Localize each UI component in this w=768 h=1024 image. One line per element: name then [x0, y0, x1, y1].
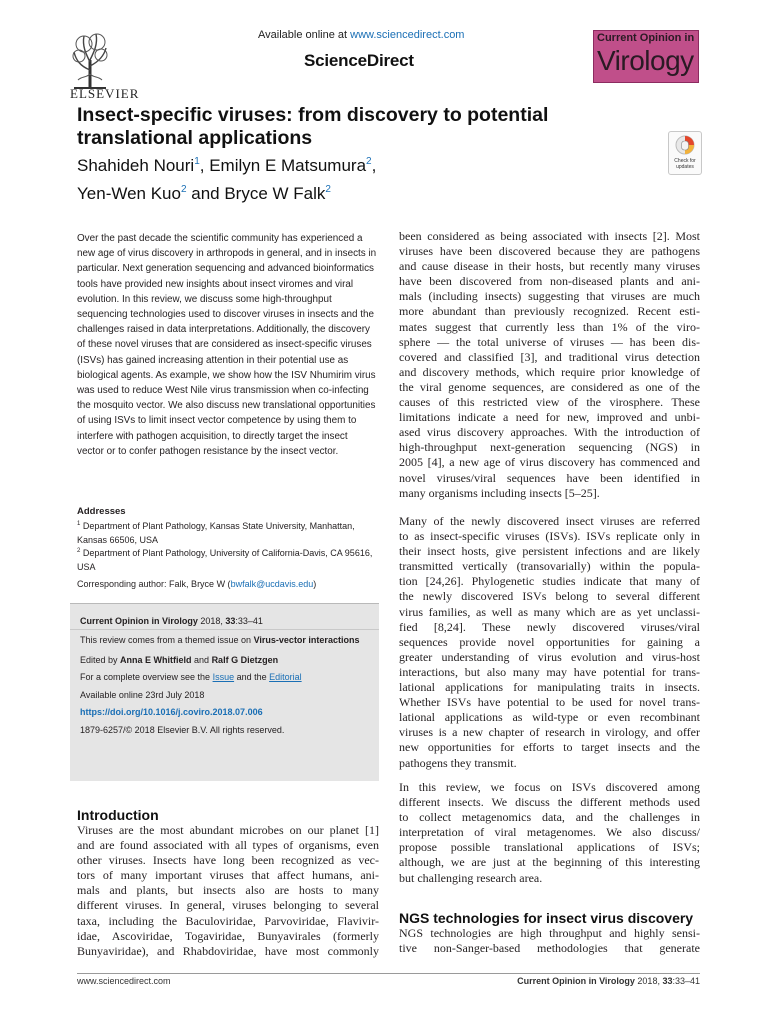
text-line: have been discovered from non-diseased plants and ani- — [399, 274, 700, 289]
info-divider — [70, 629, 379, 630]
text-line: Bunyaviridae), and Rhabdoviridae, have most commonly — [77, 943, 379, 958]
elsevier-tree-logo — [70, 30, 110, 90]
text-line: viruses have been discovered because they are pathogens — [399, 244, 700, 259]
text-line: although, we are just at the beginning of this interesting — [399, 855, 700, 870]
introduction-text — [77, 823, 379, 959]
text-line: but challenging research area. — [399, 870, 543, 885]
info-theme — [80, 635, 375, 645]
text-line: Whether ISVs have potential to be used for novel trans- — [399, 695, 700, 710]
corresponding-close: ) — [313, 579, 317, 589]
sciencedirect-brand: ScienceDirect — [304, 51, 414, 70]
text-line: lational applications for manipulating traits in insects. — [399, 680, 700, 695]
author-list — [77, 150, 637, 206]
address-2 — [77, 545, 377, 574]
section-heading-introduction: Introduction — [77, 807, 159, 823]
article-title: Insect-specific viruses: from discovery to potential translational applications — [77, 104, 549, 149]
editorial-link[interactable]: Editorial — [269, 672, 302, 682]
body-paragraph-4 — [399, 926, 700, 956]
info-volume: 33 — [225, 616, 236, 626]
text-line: to as insect-specific viruses (ISVs). ISVs replicate only in — [399, 529, 700, 544]
sciencedirect-link[interactable]: www.sciencedirect.com — [350, 29, 465, 41]
footer-volume: 33 — [662, 976, 673, 986]
text-line: tion [24,26]. Phylogenetic studies indicate that many of — [399, 574, 700, 589]
text-line: tive non-Sanger-based methodologies that generate — [399, 941, 700, 956]
corresponding-author — [77, 578, 377, 591]
corresponding-label: Corresponding author: Falk, Bryce W ( — [77, 579, 231, 589]
text-line: and discovery methods, which require prior knowledge of — [399, 364, 700, 379]
text-line: different insects. We discuss the different methods used — [399, 795, 700, 810]
text-line: to collect metagenomics data, and the challenges in — [399, 810, 700, 825]
footer-year: 2018, — [634, 976, 663, 986]
text-line: more abundant than previously recognized. Recent esti- — [399, 304, 700, 319]
text-line: viruses is a new chapter of research in virology, and offer — [399, 725, 700, 740]
check-for-updates-button[interactable] — [668, 131, 702, 175]
text-line: Viruses are the most abundant microbes on our planet [1] — [77, 823, 379, 837]
text-line: sphere — the total universe of viruses — has been dis- — [399, 334, 700, 349]
affiliation-ref[interactable]: 2 — [180, 184, 187, 195]
footer-divider — [77, 973, 700, 974]
journal-cover-badge — [593, 30, 699, 83]
info-editor-2: Ralf G Dietzgen — [211, 655, 279, 665]
info-overview-label: For a complete overview see the — [80, 672, 213, 682]
corresponding-email-link[interactable]: bwfalk@ucdavis.edu — [230, 579, 314, 589]
info-overview-and: and the — [234, 672, 270, 682]
info-pages: :33–41 — [235, 616, 263, 626]
address-number: 2 — [77, 548, 81, 554]
abstract-text: Over the past decade the scientific community has experienced a new age of virus discovery in arthropods in general, and in insects in particular. Next generation sequencing and advanced bioinformatics tools have provided new insights about insect viromes and viral evolution. In this review, we discuss some high-throughput sequencing technologies used to discover viruses in insects and the challenges raised in data interpretations. Additionally, the discovery of these novel viruses that are considered as insect-specific viruses (ISVs) has gained increasing attention in their potential use as biological agents. As example, we show how the ISV Nhumirim virus was used to reduce West Nile virus transmission when co-infecting the mosquito vector. We also discuss new translational opportunities of using ISVs to limit insect vector competence by using them to interfere with pathogen acquisition, to directly target the insect vector or to confer pathogen resistance by the insect vector. — [77, 233, 377, 457]
check-updates-label: Check for updates — [674, 158, 696, 170]
author-name: , Emilyn E Matsumura — [199, 156, 367, 175]
info-edited-and: and — [191, 655, 212, 665]
text-line: NGS technologies are high throughput and highly sensi- — [399, 926, 700, 940]
author-name: and Bryce W Falk — [186, 184, 326, 203]
text-line: interpretation of viral metagenomes. We also discuss/ — [399, 825, 700, 840]
text-line: the newly discovered ISVs belong to several different — [399, 589, 700, 604]
check-updates-icon — [669, 132, 701, 158]
address-text: Department of Plant Pathology, University of California-Davis, CA 95616, USA — [77, 548, 373, 572]
body-paragraph-1 — [399, 229, 700, 501]
text-line: the viral genome sequences, are considered as one of the — [399, 379, 700, 394]
addresses-heading: Addresses — [77, 506, 126, 517]
author-separator: , — [371, 156, 377, 175]
text-line: other viruses. Insects have long been recognized as vec- — [77, 853, 379, 868]
text-line: fied [8,24]. These newly discovered viruses/viral — [399, 619, 700, 634]
article-info-box — [70, 603, 379, 781]
info-theme-name: Virus-vector interactions — [253, 635, 360, 645]
text-line: and cause disease in their hosts, but recently many viruses — [399, 259, 700, 274]
text-line: tors of many important viruses that affect humans, ani- — [77, 868, 379, 883]
text-line: greater understanding of virus evolution and virus-host — [399, 649, 700, 664]
text-line: ased virus discovery approaches. With the introduction of — [399, 425, 700, 440]
text-line: been considered as being associated with insects [2]. Most — [399, 229, 700, 243]
journal-badge-title: Virology — [597, 45, 694, 76]
info-copyright: 1879-6257/© 2018 Elsevier B.V. All rights reserved. — [80, 725, 285, 735]
publisher-wordmark: ELSEVIER — [70, 86, 140, 101]
text-line: idae, Ascoviridae, Togaviridae, Bunyavirales (formerly — [77, 928, 379, 943]
section-heading-ngs: NGS technologies for insect virus discovery — [399, 910, 694, 926]
footer-journal: Current Opinion in Virology — [517, 976, 635, 986]
text-line: causes of this restricted view of the virosphere. These — [399, 395, 700, 410]
text-line: limitations indicate a need for new, improved and unbi- — [399, 410, 700, 425]
text-line: 2005 [4], a new age of virus discovery has commenced and — [399, 455, 700, 470]
text-line: Many of the newly discovered insect viruses are referred — [399, 514, 700, 528]
info-available-date: Available online 23rd July 2018 — [80, 690, 205, 700]
text-line: lational applications as wild-type or even recombinant — [399, 710, 700, 725]
text-line: and are found associated with all types of organisms, even — [77, 838, 379, 853]
author-name: Shahideh Nouri — [77, 156, 195, 175]
text-line: mals and plants, but insects also are hosts to many — [77, 883, 379, 898]
address-text: Department of Plant Pathology, Kansas State University, Manhattan, Kansas 66506, USA — [77, 521, 355, 545]
body-paragraph-2 — [399, 514, 700, 771]
text-line: pathogens they transmit. — [399, 755, 517, 770]
footer-pages: :33–41 — [672, 976, 700, 986]
info-theme-label: This review comes from a themed issue on — [80, 635, 254, 645]
info-journal-ref — [80, 616, 375, 626]
text-line: new opportunities for efforts to target insects and the — [399, 740, 700, 755]
affiliation-ref[interactable]: 1 — [194, 156, 200, 167]
address-number: 1 — [77, 521, 81, 527]
affiliation-ref[interactable]: 2 — [325, 184, 331, 195]
info-editor-1: Anna E Whitfield — [120, 655, 192, 665]
info-year: 2018, — [197, 616, 226, 626]
doi-link[interactable]: https://doi.org/10.1016/j.coviro.2018.07.006 — [80, 707, 263, 717]
footer-citation — [470, 976, 700, 986]
text-line: many organisms including insects [5–25]. — [399, 485, 600, 500]
text-line: covered and classified [3], and traditional virus detection — [399, 349, 700, 364]
info-editors — [80, 655, 375, 665]
text-line: different viruses. In general, viruses belonging to several — [77, 898, 379, 913]
author-name: Yen-Wen Kuo — [77, 184, 181, 203]
journal-badge-top: Current Opinion in — [597, 32, 695, 44]
text-line: propose possible translational applications of ISVs; — [399, 840, 700, 855]
issue-link[interactable]: Issue — [212, 672, 235, 682]
available-online-line — [258, 29, 464, 41]
text-line: sequences provide novel opportunities for gaining a — [399, 634, 700, 649]
available-online-label: Available online at — [258, 29, 348, 41]
text-line: In this review, we focus on ISVs discovered among — [399, 780, 700, 794]
info-overview — [80, 672, 375, 682]
info-edited-label: Edited by — [80, 655, 121, 665]
body-paragraph-3 — [399, 780, 700, 886]
text-line: virus families, as well as many which are as yet unclassi- — [399, 604, 700, 619]
address-1 — [77, 518, 377, 547]
affiliation-ref[interactable]: 2 — [366, 156, 372, 167]
text-line: their insect hosts, give persistent infections and are likely — [399, 544, 700, 559]
footer-website[interactable]: www.sciencedirect.com — [77, 976, 171, 986]
text-line: mates suggest that currently less than 1% of the viro- — [399, 319, 700, 334]
text-line: interactions, but also many may have potential for trans- — [399, 664, 700, 679]
text-line: transmitted vertically (transovarially) within the popula- — [399, 559, 700, 574]
text-line: taxa, including the Baculoviridae, Parvoviridae, Flavivir- — [77, 913, 379, 928]
text-line: mals (including insects) suggesting that viruses are much — [399, 289, 700, 304]
text-line: high-throughput next-generation sequencing (NGS) in — [399, 440, 700, 455]
text-line: novel viruses/viral sequences have been identified in — [399, 470, 700, 485]
info-journal-name: Current Opinion in Virology — [80, 616, 198, 626]
